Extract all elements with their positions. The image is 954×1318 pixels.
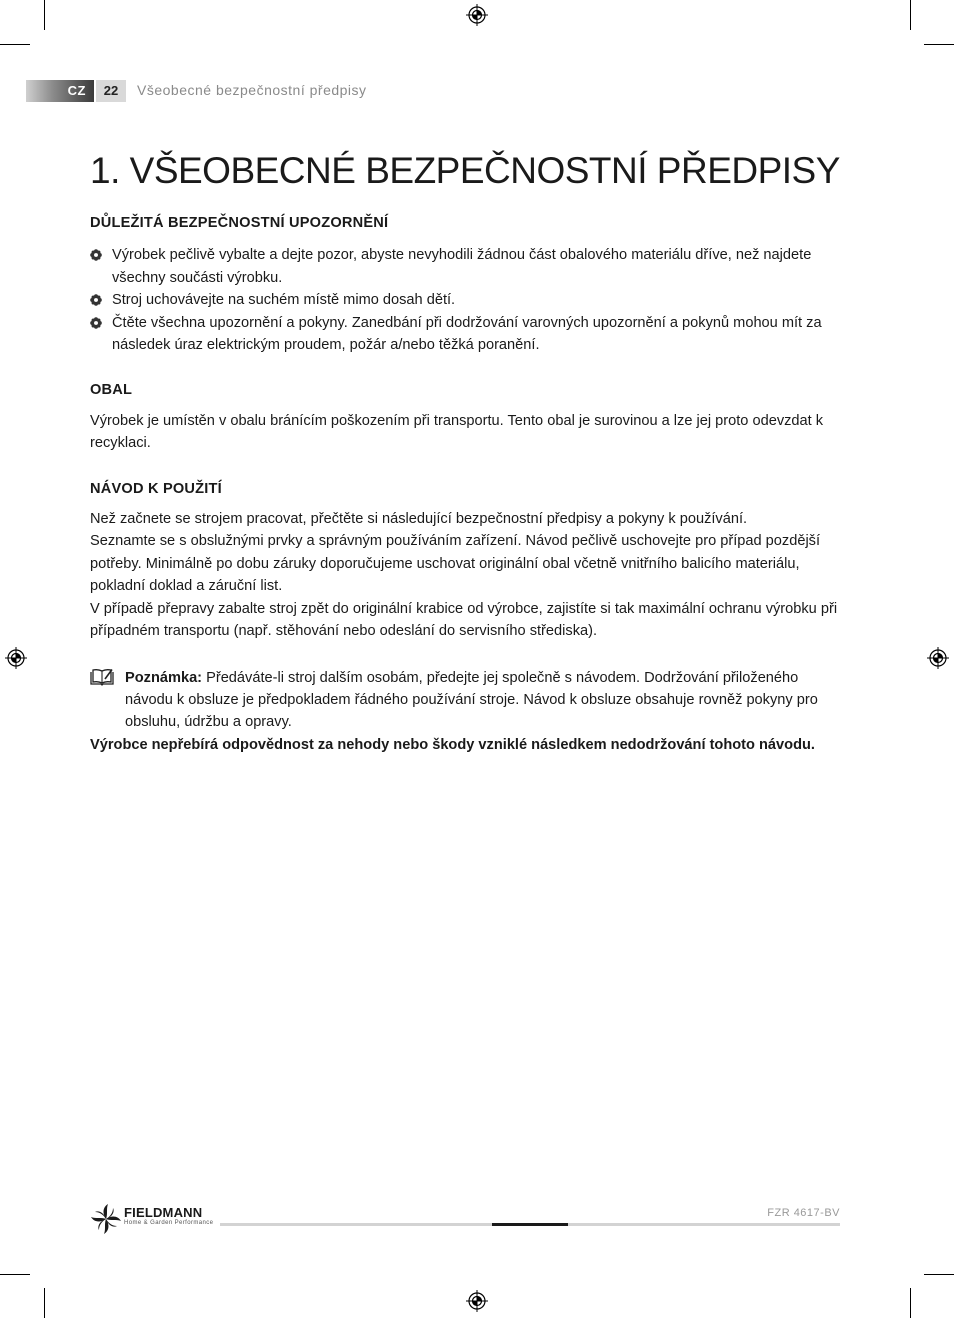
registration-mark-icon (927, 647, 949, 669)
model-number: FZR 4617-BV (767, 1207, 840, 1219)
section-manual (90, 478, 842, 643)
crop-mark (0, 1274, 30, 1275)
manual-text: V případě přepravy zabalte stroj zpět do originální krabice od výrobce, zajistíte si tak maximální ochranu výrobku při případném transportu (např. stěhování nebo odeslání do servisního střediska). (90, 600, 838, 640)
flower-bullet-icon (90, 294, 102, 306)
list-item (90, 244, 842, 289)
registration-mark-icon (466, 1290, 488, 1312)
brand-name: FIELDMANN (124, 1205, 203, 1220)
section-heading-manual: NÁVOD K POUŽITÍ (90, 480, 222, 497)
brand-logo (90, 1203, 220, 1235)
page-title: 1. VŠEOBECNÉ BEZPEČNOSTNÍ PŘEDPISY (90, 150, 840, 191)
warning-list (90, 244, 842, 356)
list-item (90, 312, 842, 357)
disclaimer-text: Výrobce nepřebírá odpovědnost za nehody nebo škody vzniklé následkem nedodržování tohoto návodu. (90, 736, 815, 753)
list-item (90, 289, 842, 311)
note-text: Předáváte-li stroj dalším osobám, předejte jej společně s návodem. Dodržování přiloženého návodu k obsluze je předpokladem řádného používání stroje. Návod k obsluze obsahuje rovněž pokyny pro obsluhu, údržbu a opravy. (125, 669, 818, 731)
packaging-text: Výrobek je umístěn v obalu bránícím poškozením při transportu. Tento obal je surovinou a lze jej proto odevzdat k recyklaci. (90, 412, 824, 452)
section-heading-packaging: OBAL (90, 382, 133, 399)
main-content (90, 212, 842, 756)
language-tag (26, 80, 94, 102)
registration-mark-icon (466, 4, 488, 26)
running-header-title: Všeobecné bezpečnostní předpisy (137, 82, 367, 98)
manual-text: Než začnete se strojem pracovat, přečtěte si následující bezpečnostní předpisy a pokyny k používání. (90, 511, 748, 528)
language-code: CZ (67, 83, 86, 98)
crop-mark (910, 1288, 911, 1318)
manual-text: Seznamte se s obslužnými prvky a správným používáním zařízení. Návod pečlivě uschovejte pro případ pozdější potřeby. Minimálně po dobu záruky doporučujeme uschovat originální obal včetně vnitřního balicího materiálu, pokladní doklad a záruční list. (90, 533, 821, 595)
crop-mark (910, 0, 911, 30)
brand-tagline: Home & Garden Performance (124, 1220, 214, 1226)
page-number: 22 (96, 80, 126, 102)
registration-mark-icon (5, 647, 27, 669)
flower-bullet-icon (90, 249, 102, 261)
footer-rule-accent (492, 1223, 568, 1226)
section-packaging (90, 379, 842, 454)
crop-mark (924, 1274, 954, 1275)
manual-paragraph (90, 508, 842, 642)
note-label: Poznámka: (125, 669, 203, 686)
note-book-icon (90, 668, 114, 686)
crop-mark (924, 44, 954, 45)
section-heading-warnings: DŮLEŽITÁ BEZPEČNOSTNÍ UPOZORNĚNÍ (90, 215, 389, 231)
list-item-text: Výrobek pečlivě vybalte a dejte pozor, abyste nevyhodili žádnou část obalového materiálu dříve, než najdete všechny součásti výrobku. (112, 247, 812, 286)
note-block (90, 667, 842, 734)
fieldmann-logo-icon (90, 1203, 122, 1235)
crop-mark (44, 0, 45, 30)
crop-mark (0, 44, 30, 45)
crop-mark (44, 1288, 45, 1318)
list-item-text: Čtěte všechna upozornění a pokyny. Zanedbání při dodržování varovných upozornění a pokynů mohou mít za následek úraz elektrickým proudem, požár a/nebo těžká poranění. (112, 314, 822, 354)
list-item-text: Stroj uchovávejte na suchém místě mimo dosah dětí. (112, 292, 456, 309)
flower-bullet-icon (90, 317, 102, 329)
